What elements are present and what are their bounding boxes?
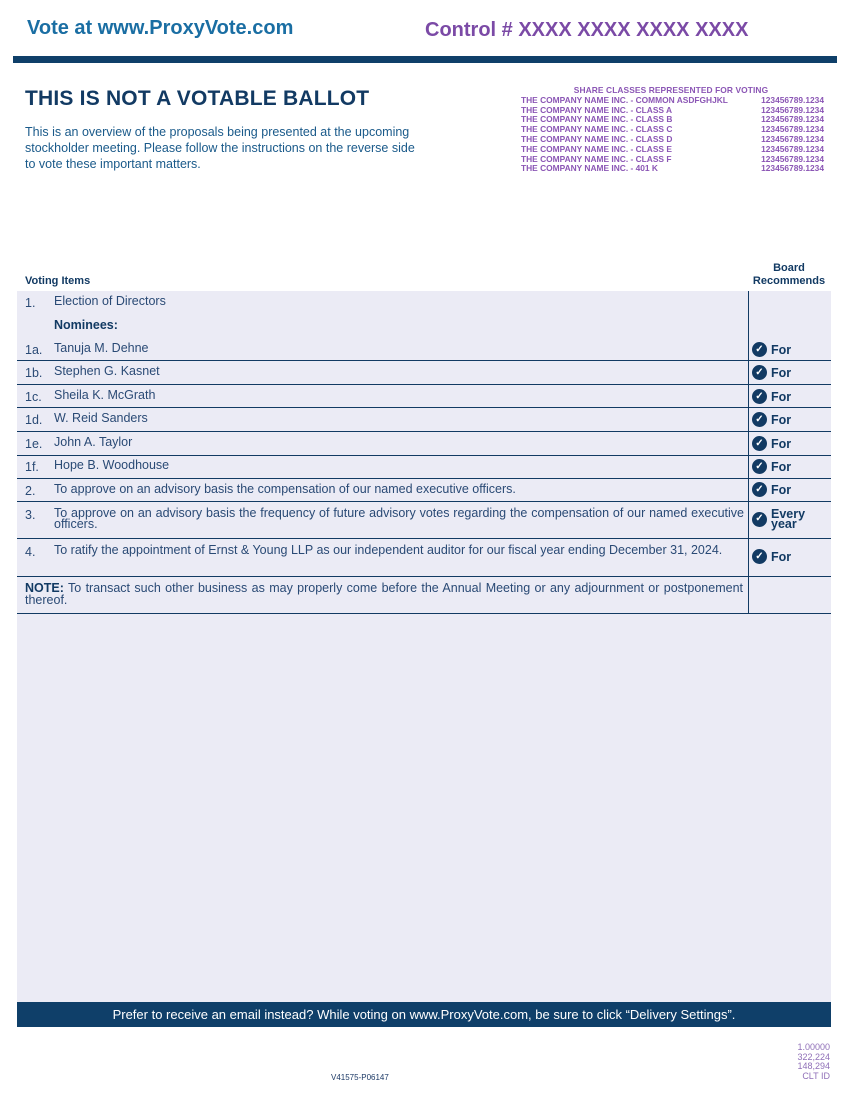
recommendation-text: For — [771, 549, 792, 564]
check-icon: ✓ — [752, 482, 767, 497]
item-text: To ratify the appointment of Ernst & Young LLP as our independent auditor for our fiscal year ending December 31, 2024. — [54, 543, 723, 557]
share-class-name: THE COMPANY NAME INC. - CLASS C — [521, 124, 673, 135]
email-delivery-text: Prefer to receive an email instead? While voting on www.ProxyVote.com, be sure to click “Delivery Settings”. — [112, 1007, 736, 1022]
recommendation-text: For — [771, 412, 792, 427]
note-paragraph — [25, 582, 743, 606]
row-divider — [17, 384, 831, 385]
item-text: Sheila K. McGrath — [54, 388, 156, 402]
email-delivery-banner — [17, 1002, 831, 1027]
check-icon: ✓ — [752, 549, 767, 564]
recommendation-text: For — [771, 342, 792, 357]
account-codes — [797, 1043, 830, 1081]
share-class-value: 123456789.1234 — [761, 104, 824, 115]
share-class-name: THE COMPANY NAME INC. - CLASS E — [521, 143, 672, 154]
recommendation-text: Every year — [771, 507, 806, 531]
check-icon: ✓ — [752, 459, 767, 474]
item-text: W. Reid Sanders — [54, 411, 148, 425]
row-divider — [17, 360, 831, 361]
board-recommendation — [752, 342, 791, 357]
check-icon: ✓ — [752, 512, 767, 527]
board-recommendation — [752, 549, 791, 564]
note-text: To transact such other business as may properly come before the Annual Meeting or any adjournment or postponement thereof. — [25, 581, 743, 607]
share-class-name: THE COMPANY NAME INC. - 401 K — [521, 163, 658, 174]
page-title: THIS IS NOT A VOTABLE BALLOT — [25, 87, 370, 110]
control-number: Control # XXXX XXXX XXXX XXXX — [425, 19, 749, 41]
item-number: 1c. — [25, 390, 42, 404]
share-class-name: THE COMPANY NAME INC. - CLASS F — [521, 153, 672, 164]
item-number: 1. — [25, 296, 36, 310]
row-divider — [17, 455, 831, 456]
code-line: 1.00000 — [797, 1042, 830, 1052]
share-class-name: THE COMPANY NAME INC. - CLASS A — [521, 104, 673, 115]
share-class-value: 123456789.1234 — [761, 94, 824, 105]
board-recommendation — [752, 389, 791, 404]
share-class-value: 123456789.1234 — [761, 153, 824, 164]
column-divider — [748, 291, 749, 614]
board-recommendation — [752, 482, 791, 497]
code-line: 148,294 — [797, 1061, 830, 1071]
item-number: 1f. — [25, 460, 39, 474]
intro-paragraph: This is an overview of the proposals being presented at the upcoming stockholder meeting. Please follow the instructions on the reverse side to vote these important matters. — [25, 125, 415, 171]
recommendation-text: For — [771, 365, 792, 380]
check-icon: ✓ — [752, 436, 767, 451]
recommendation-text: For — [771, 436, 792, 451]
board-recommendation — [752, 365, 791, 380]
row-divider — [17, 576, 831, 577]
table-bottom-divider — [17, 613, 831, 614]
share-class-value: 123456789.1234 — [761, 124, 824, 135]
code-line: 322,224 — [797, 1051, 830, 1062]
recommendation-text: For — [771, 459, 792, 474]
item-number: 1b. — [25, 366, 43, 380]
share-class-value: 123456789.1234 — [761, 133, 824, 144]
item-text: John A. Taylor — [54, 435, 133, 449]
row-divider — [17, 431, 831, 432]
item-text: Tanuja M. Dehne — [54, 341, 149, 355]
share-class-name: THE COMPANY NAME INC. - CLASS D — [521, 133, 673, 144]
note-label: NOTE: — [25, 581, 64, 595]
share-class-value: 123456789.1234 — [761, 163, 824, 174]
row-divider — [17, 501, 831, 502]
row-divider — [17, 478, 831, 479]
check-icon: ✓ — [752, 342, 767, 357]
row-divider — [17, 407, 831, 408]
row-divider — [17, 538, 831, 539]
share-classes-panel — [521, 86, 831, 174]
board-label: Board — [773, 262, 805, 274]
item-text: Hope B. Woodhouse — [54, 458, 170, 472]
nominees-label: Nominees: — [54, 318, 118, 332]
item-number: 1d. — [25, 413, 43, 427]
share-class-name: THE COMPANY NAME INC. - CLASS B — [521, 114, 673, 125]
recommendation-text: For — [771, 482, 792, 497]
board-recommendation — [752, 459, 791, 474]
check-icon: ✓ — [752, 412, 767, 427]
item-text: To approve on an advisory basis the compensation of our named executive officers. — [54, 482, 516, 496]
item-text: Election of Directors — [54, 294, 166, 308]
item-text: To approve on an advisory basis the frequency of future advisory votes regarding the compensation of our named executive officers. — [54, 506, 744, 531]
share-class-value: 123456789.1234 — [761, 114, 824, 125]
item-text: Stephen G. Kasnet — [54, 364, 160, 378]
job-code: V41575-P06147 — [331, 1073, 389, 1082]
board-recommendation — [752, 436, 791, 451]
item-number: 2. — [25, 484, 36, 498]
board-recommendation — [752, 509, 811, 529]
header-divider — [13, 56, 837, 63]
board-recommendation — [752, 412, 791, 427]
recommends-label: Recommends — [752, 275, 826, 287]
recommendation-text: For — [771, 389, 792, 404]
check-icon: ✓ — [752, 389, 767, 404]
check-icon: ✓ — [752, 365, 767, 380]
item-number: 1a. — [25, 343, 43, 357]
code-line: CLT ID — [802, 1070, 830, 1081]
share-classes-title: SHARE CLASSES REPRESENTED FOR VOTING — [573, 85, 769, 95]
share-class-value: 123456789.1234 — [761, 143, 824, 154]
share-class-name: THE COMPANY NAME INC. - COMMON ASDFGHJKL — [521, 94, 728, 105]
item-number: 4. — [25, 545, 36, 559]
share-class-row — [521, 164, 824, 174]
proxyvote-url-heading: Vote at www.ProxyVote.com — [27, 17, 294, 39]
item-number: 3. — [25, 508, 36, 522]
board-recommends-header — [748, 262, 830, 288]
item-number: 1e. — [25, 437, 43, 451]
voting-items-header: Voting Items — [25, 275, 91, 287]
